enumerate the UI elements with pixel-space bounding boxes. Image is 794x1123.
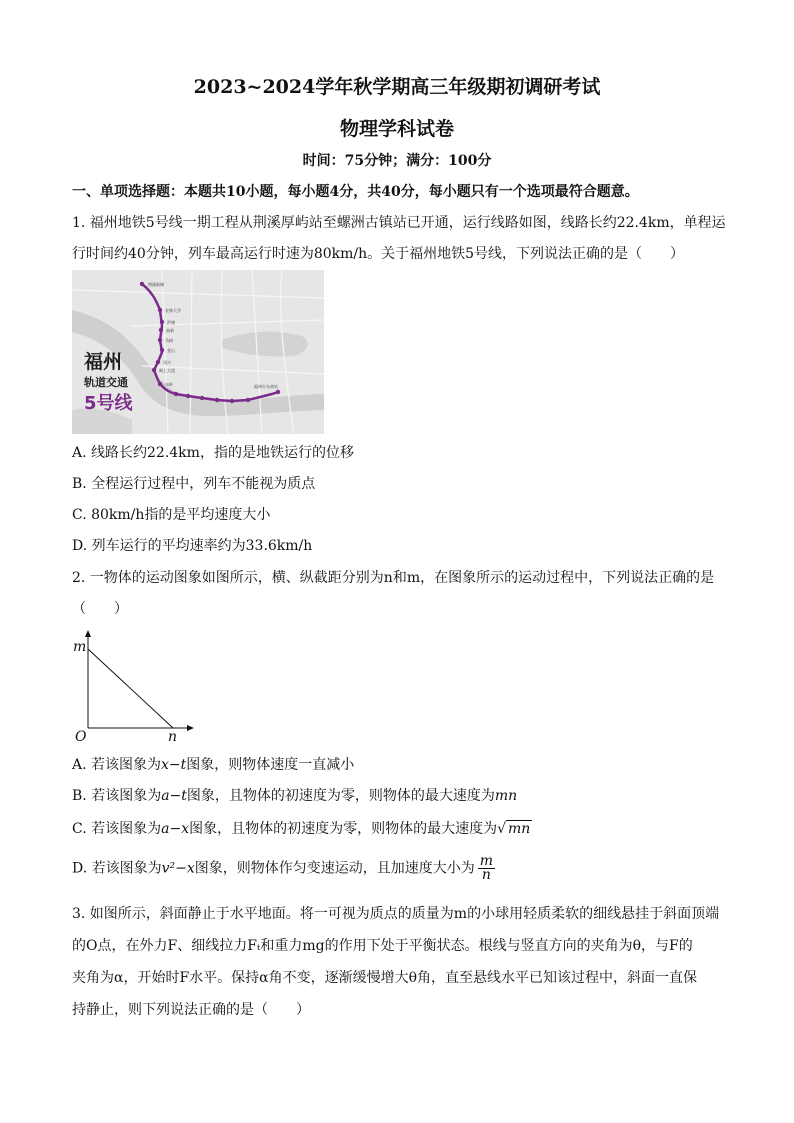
question-3-line1: 3. 如图所示，斜面静止于水平地面。将一可视为质点的质量为m的小球用轻质柔软的细线悬挂于斜面顶端	[72, 906, 720, 922]
map-title: 福州	[84, 351, 123, 373]
question-1-stem-line2: 行时间约40分钟，列车最高运行时速为80km/h。关于福州地铁5号线，下列说法正确的是（ ）	[72, 246, 685, 262]
question-3-line2: 的O点，在外力F、细线拉力Fₜ和重力mg的作用下处于平衡状态。根线与竖直方向的夹角为θ，与F的	[72, 938, 693, 954]
option-c-prefix: C. 若该图象为	[72, 821, 162, 837]
option-c-radicand: mn	[508, 821, 531, 837]
question-2-option-c	[72, 818, 532, 838]
option-d-variable: v²−x	[161, 860, 195, 877]
option-d-prefix: D. 若该图象为	[72, 860, 162, 877]
option-a-variable: x−t	[161, 757, 187, 773]
map-station-label: 马榕	[165, 338, 173, 343]
map-station-label: 高新	[166, 328, 174, 333]
question-2-option-b	[72, 785, 517, 805]
exam-title: 2023~2024学年秋学期高三年级期初调研考试	[193, 76, 601, 98]
map-station-label: 洪塘	[167, 320, 175, 325]
option-b-middle: 图象，且物体的初速度为零，则物体的最大速度为	[186, 788, 495, 804]
graph-y-intercept-label: m	[73, 639, 87, 655]
motion-graph	[70, 625, 200, 745]
exam-subject: 物理学科试卷	[339, 118, 454, 140]
map-station-label: 荆溪新城	[148, 282, 164, 287]
option-b-prefix: B. 若该图象为	[72, 788, 162, 804]
option-c-middle: 图象，且物体的初速度为零，则物体的最大速度为	[189, 821, 498, 837]
map-line-name: 5号线	[84, 393, 133, 414]
option-d-middle: 图象，则物体作匀变速运动，且加速度大小为	[194, 860, 475, 877]
fraction-denominator: n	[481, 867, 491, 883]
option-a-prefix: A. 若该图象为	[72, 757, 162, 773]
question-1-option-a: A. 线路长约22.4km，指的是地铁运行的位移	[72, 445, 354, 461]
question-1-stem-line1: 1. 福州地铁5号线一期工程从荆溪厚屿站至螺洲古镇站已开通，运行线路如图，线路长约22.4km，单程运	[72, 215, 726, 231]
question-1-option-b: B. 全程运行过程中，列车不能视为质点	[72, 476, 316, 492]
question-3-line4: 持静止，则下列说法正确的是（ ）	[72, 1002, 310, 1018]
option-c-variable: a−x	[161, 821, 190, 837]
option-a-suffix: 图象，则物体速度一直减小	[186, 757, 355, 773]
map-station-label: 福州火车南站	[254, 384, 278, 389]
option-b-variable: a−t	[161, 788, 187, 804]
map-station-label: 闽上大道	[159, 368, 175, 373]
question-2-option-a	[72, 754, 354, 774]
map-station-label: 东岭	[165, 382, 173, 387]
question-3-line3: 夹角为α，开始时F水平。保持α角不变，逐渐缓慢增大θ角，直至悬线水平已知该过程中，斜面一直保	[72, 970, 698, 986]
fraction-numerator: m	[479, 853, 494, 869]
graph-x-intercept-label: n	[168, 729, 178, 745]
question-2-stem-line2: （ ）	[72, 601, 128, 617]
exam-time-info: 时间：75分钟；满分：100分	[302, 153, 492, 169]
question-1-option-c: C. 80km/h指的是平均速度大小	[72, 507, 271, 523]
question-1-option-d: D. 列车运行的平均速率约为33.6km/h	[72, 538, 313, 554]
map-station-label: 凤兴	[163, 360, 171, 365]
question-2-stem-line1: 2. 一物体的运动图象如图所示，横、纵截距分别为n和m，在图象所示的运动过程中，下列说法正确的是	[72, 570, 715, 586]
map-station-label: 农林大学	[165, 308, 181, 313]
map-subtitle: 轨道交通	[84, 376, 128, 389]
map-station-label: 金山	[167, 348, 175, 353]
motion-graph-svg	[70, 625, 200, 745]
option-d-fraction	[478, 855, 495, 882]
option-c-sqrt: √ mn	[497, 821, 531, 837]
graph-origin-label: O	[75, 729, 87, 745]
section-heading: 一、单项选择题：本题共10小题，每小题4分，共40分，每小题只有一个选项最符合题意。	[72, 184, 639, 200]
metro-line-map	[72, 270, 324, 434]
question-2-option-d	[72, 855, 495, 882]
option-b-value: mn	[494, 788, 518, 804]
